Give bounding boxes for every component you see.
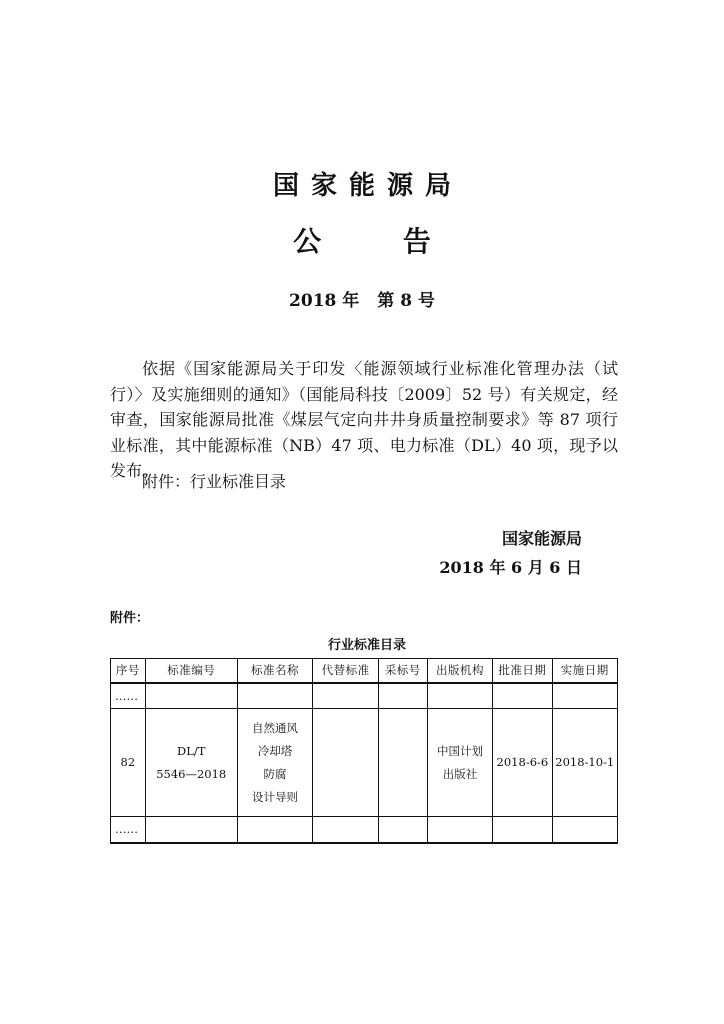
- attachment-line: 附件：行业标准目录: [142, 472, 287, 491]
- appendix-caption: 行业标准目录: [327, 638, 406, 653]
- document-number: [0, 286, 724, 311]
- column-header: 标准编号: [145, 659, 237, 683]
- document-year: 2018 年: [289, 291, 360, 311]
- approval-date: 2018-6-6: [493, 709, 552, 817]
- column-header: 采标号: [378, 659, 427, 683]
- column-header: 代替标准: [313, 659, 378, 683]
- effective-date: 2018-10-1: [552, 709, 617, 817]
- adopted-standard: [378, 709, 427, 817]
- publisher: 中国计划 出版社: [427, 709, 492, 817]
- standard-code: DL/T 5546—2018: [145, 709, 237, 817]
- signature-org: 国家能源局: [501, 529, 582, 548]
- table-row: [111, 817, 618, 843]
- document-type-heading: 公 告: [293, 225, 467, 258]
- standards-catalog-table: [110, 658, 618, 844]
- table-row: [111, 709, 618, 817]
- column-header: 标准名称: [237, 659, 313, 683]
- table-header-row: [111, 659, 618, 683]
- appendix-label: 附件：: [110, 611, 150, 626]
- standard-name: 自然通风 冷却塔 防腐 设计导则: [237, 709, 313, 817]
- replaced-standard: [313, 709, 378, 817]
- ellipsis-cell: ……: [111, 683, 146, 709]
- ellipsis-cell: ……: [111, 817, 146, 843]
- table-row: [111, 683, 618, 709]
- column-header: 序号: [111, 659, 146, 683]
- issuing-org-title: 国家能源局: [272, 171, 463, 201]
- column-header: 批准日期: [493, 659, 552, 683]
- signature-date: 2018 年 6 月 6 日: [439, 558, 582, 577]
- column-header: 实施日期: [552, 659, 617, 683]
- row-index: 82: [111, 709, 146, 817]
- column-header: 出版机构: [427, 659, 492, 683]
- document-serial: 第 8 号: [377, 291, 435, 311]
- announcement-body: 依据《国家能源局关于印发〈能源领域行业标准化管理办法（试行）〉及实施细则的通知》（国能局科技〔2009〕52 号）有关规定，经审查，国家能源局批准《煤层气定向井井身质量控制要求》等 87 项行业标准，其中能源标准（NB）47 项、电力标准（DL）40 项，现予以发布。: [110, 359, 618, 480]
